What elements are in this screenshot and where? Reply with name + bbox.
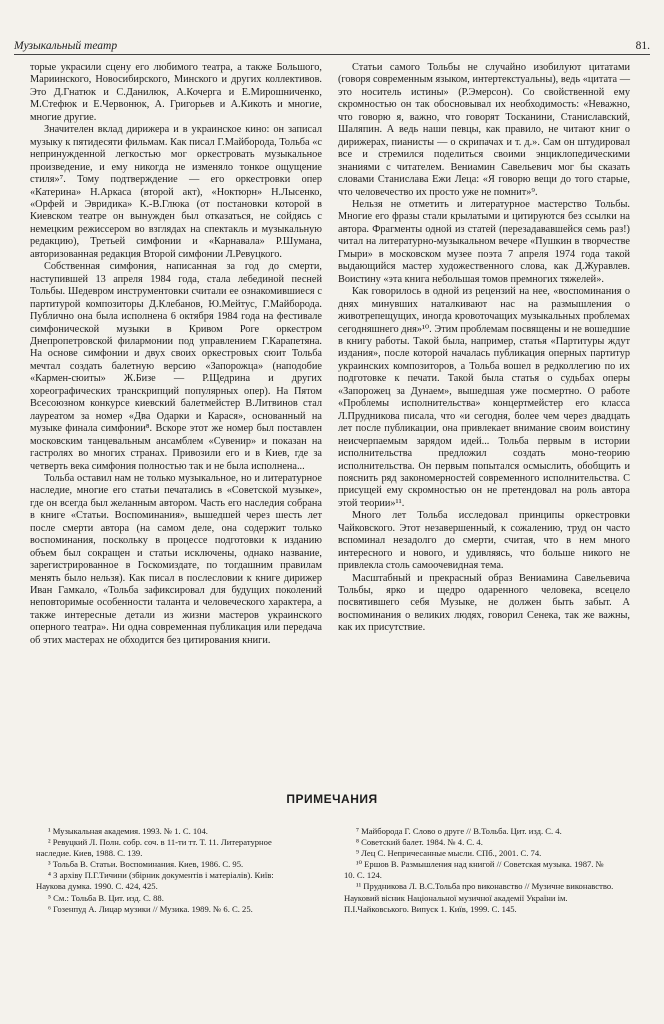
footnote: ⁴ З архіву П.Г.Тичини (збірник документів і матеріалів). Київ: Наукова думка. 1990. С. 424, 425. xyxy=(36,870,274,892)
paragraph: Много лет Тольба исследовал принципы оркестровки Чайковского. Этот незавершенный, к сожалению, труд он часто вспоминал незадолго до смерти, считая, что в нем много интересного и нового, и удивляясь, что больше никого не привлекла столь самоочевидная тема. xyxy=(338,510,630,572)
footnote: ¹ Музыкальная академия. 1993. № 1. С. 104. xyxy=(48,826,208,836)
notes-right-column xyxy=(344,826,614,915)
footnote: ³ Тольба В. Статьи. Воспоминания. Киев, 1986. С. 95. xyxy=(48,859,244,870)
footnote: ⁸ Советский балет. 1984. № 4. С. 4. xyxy=(356,837,483,848)
paragraph: торые украсили сцену его любимого театра, а также Большого, Мариинского, Новосибирского, Минского и других коллективов. Это Д.Гнатюк и С.Данилюк, А.Кочерга и Е.Мирошниченко, М.Стефюк и Е.Червонюк, А. Григорьев и А.Кикоть и многие, многие другие. xyxy=(30,62,322,123)
paragraph: Значителен вклад дирижера и в украинское кино: он записал музыку к пятидесяти фильмам. Как писал Г.Майборода, Тольба «с непринужденной легкостью мог оркестровать музыкальное произведение, и ему никогда не изменяло тонкое ощущение стиля»⁷. Тому подтверждение — его оркестровки опер «Катерина» Н.Аркаса (второй акт), «Ноктюрн» Н.Лысенко, «Орфей и Эвридика» К.-В.Глюка (от постановки которой в Киевском театре он вынужден был отказаться, не сойдясь с немецким режиссером во взглядах на спектакль и музыкальную редакцию), Третьей симфонии и «Карнавала» Р.Шумана, авторизованная редакция Второй симфонии Л.Ревуцкого. xyxy=(30,124,322,260)
paragraph: Тольба оставил нам не только музыкальное, но и литературное наследие, многие его статьи печатались в «Советской музыке», где он всегда был желанным автором. Часть его наследия собрана в книге «Статьи. Воспоминания», вышедшей через шесть лет после смерти автора (на самом деле, она содержит только воспоминания, поскольку в процессе подготовки к изданию объем был сокращен и статьи исключены, однако название, зарегистрированное в Госкомиздате, по тогдашним правилам менять было нельзя). Как писал в послесловии к книге дирижер Иван Гамкало, «Тольба зафиксировал для будущих поколений неповторимые особенности таланта и человеческого характера, а также интересные детали из жизни мастеров украинского оперного театра». Ни одна современная публикация или передача об этих мастерах не обходится без цитирования книги. xyxy=(30,472,322,646)
page-number: 81. xyxy=(635,40,650,52)
footnote: ¹¹ Прудникова Л. В.С.Тольба про виконавство // Музичне виконавство. Науковий вісник Національної музичної академії України ім. П.І.Чайковського. Випуск 1. Київ, 1999. С. 145. xyxy=(344,881,614,914)
footnote: ⁶ Гозенпуд А. Лицар музики // Музика. 1989. № 6. С. 25. xyxy=(48,903,253,914)
paragraph: Собственная симфония, написанная за год до смерти, наступившей 13 апреля 1984 года, стала лебединой песней Тольбы. Шедевром инструментовки считали ее ознакомившиеся с партитурой композиторы Д.Клебанов, Ю.Мейтус, Г.Майборода. Публично она была исполнена 6 октября 1984 года на фестивале симфонической музыки в Кривом Роге оркестром Днепропетровской филармонии под управлением Г.Карапетяна. На основе симфонии и двух своих оркестровых сюит Тольба мечтал создать балетную версию «Запорожца» (наподобие «Кармен-сюиты» Ж.Бизе — Р.Щедрина и других хореографических транскрипций популярных опер). На Пятом Всесоюзном конкурсе киевский балетмейстер В.Литвинов стал лауреатом за номер «Два Одарки и Карася», основанный на музыке финала симфонии⁸. Вскоре этот же номер был поставлен московским танцевальным ансамблем «Сувенир» и показан на гастролях во многих странах. Привозили его и в Киев, где за четверть века симфония полностью так и не была исполнена... xyxy=(30,261,322,472)
footnote: ⁷ Майборода Г. Слово о друге // В.Тольба. Цит. изд. С. 4. xyxy=(356,826,562,836)
notes-heading: ПРИМЕЧАНИЯ xyxy=(286,792,378,806)
right-column xyxy=(338,62,630,635)
footnote: ² Ревуцкий Л. Полн. собр. соч. в 11-ти тт. Т. 11. Литературное наследие. Киев, 1988. С. 139. xyxy=(36,837,272,859)
journal-title: Музыкальный театр xyxy=(14,40,118,52)
paragraph: Как говорилось в одной из рецензий на нее, «воспоминания о днях минувших наталкивают нас на размышления о животрепещущих, иногда кровоточащих музыкальных проблемах сегодняшнего дня»¹⁰. Этим проблемам посвящены и не вошедшие в книгу работы. Такой была, например, статья «Партитуры ждут издания», после которой началась публикация оперных партитур украинских композиторов, а Тольба вошел в редколлегию по их подготовке к печати. Такой была статья о судьбах оперы «Запорожец за Дунаем», вышедшая уже посмертно. О работе «Проблемы исполнительства» концертмейстер его класса Л.Прудникова писала, что «и сегодня, более чем через двадцать лет после публикации, она привлекает внимание своим воистину неисчерпаемым зарядом идей... Тольба первым в истории исполнительства предложил создать моно-теорию исполнительства. Он первым попытался осмыслить, обобщить и пояснить ряд закономерностей современного исполнительства. С присущей ему скромностью он не претендовал на роль автора этой теории»¹¹. xyxy=(338,286,630,509)
notes-left-column xyxy=(36,826,298,915)
running-header xyxy=(14,36,650,55)
paragraph: Нельзя не отметить и литературное мастерство Тольбы. Многие его фразы стали крылатыми и цитируются без ссылки на автора. Фрагменты одной из статей (перезадававшейся семь раз!) читал на литературно-музыкальном вечере «Пушкин в творчестве Гмыри» в московском музее поэта 7 апреля 1974 года такой выдающийся мастер художественного слова, как Д.Журавлев. Воистину «эта книга небольшая томов премногих тяжелей». xyxy=(338,198,630,285)
footnote: ¹⁰ Ершов В. Размышления над книгой // Советская музыка. 1987. № 10. С. 124. xyxy=(344,859,604,881)
footnote: ⁹ Лец С. Непричесанные мысли. СПб., 2001. С. 74. xyxy=(356,848,542,859)
paragraph: Масштабный и прекрасный образ Вениамина Савельевича Тольбы, ярко и щедро одаренного человека, всецело посвятившего себя Музыке, не должен быть забыт. А воспоминания о великих людях, говорил Сенека, так же важны, как их присутствие. xyxy=(338,572,630,634)
paragraph: Статьи самого Тольбы не случайно изобилуют цитатами (говоря современным языком, интертекстуальны), ведь «цитата — это носитель истины» (Р.Эмерсон). Со свойственной ему скромностью он так обосновывал их необходимость: «Неважно, что говорю я, важно, что говорят Тосканини, Станиславский, Шаляпин. А ведь наши певцы, как правило, не читают книг о дирижерах, пианисты — о скрипачах и т. д.». Сам он штудировал все и стремился поделиться своими энциклопедическими знаниями с читателем. Вениамин Савельевич мог бы сказать словами Станислава Ежи Леца: «Я говорю вещи до того старые, что человечество их просто уже не помнит»⁹. xyxy=(338,62,630,198)
left-column xyxy=(30,62,322,647)
footnote: ⁵ См.: Тольба В. Цит. изд. С. 88. xyxy=(48,892,164,903)
